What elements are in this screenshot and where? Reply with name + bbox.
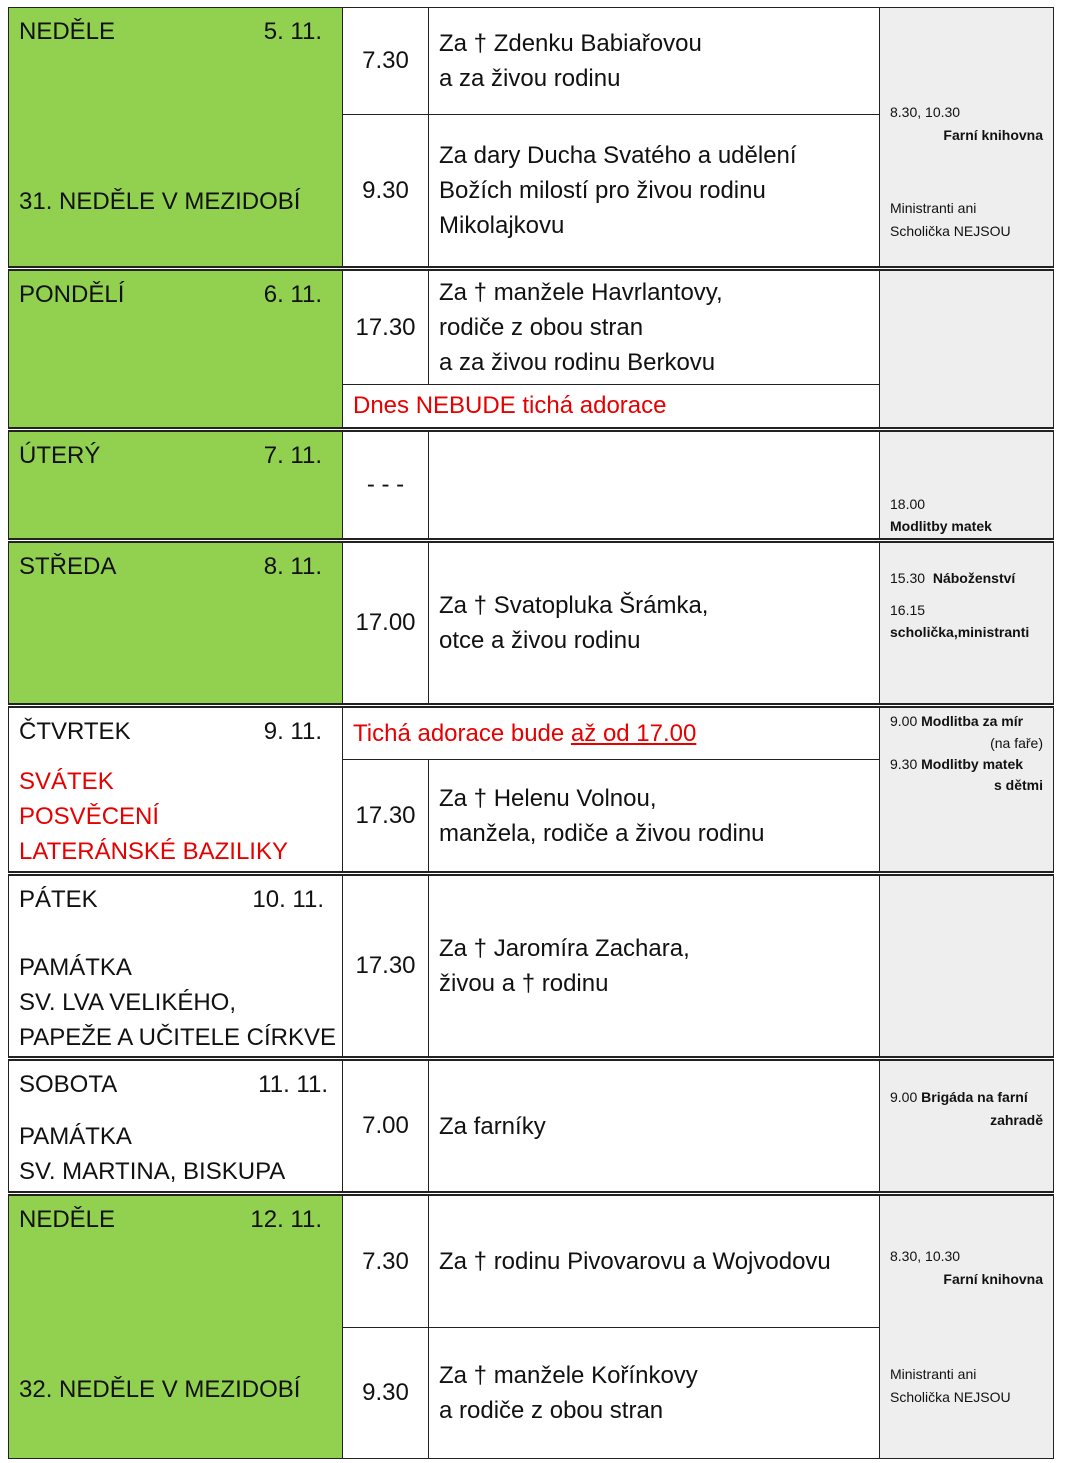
side-note	[890, 1089, 1028, 1105]
intention-line: Za † Jaromíra Zachara,	[439, 935, 690, 962]
intention-line: živou a † rodinu	[439, 970, 609, 997]
day-block-sunday-12	[8, 1195, 1054, 1459]
day-date: 8. 11.	[263, 553, 322, 580]
side-notes	[879, 270, 1054, 428]
side-note-time: 9.00	[890, 713, 918, 729]
mass-time: 17.30	[342, 270, 429, 385]
intention-line: Za † Helenu Volnou,	[439, 784, 657, 812]
intention-line: Božích milostí pro živou rodinu	[439, 177, 766, 204]
day-cell	[8, 431, 343, 539]
intention-line: manžela, rodiče a živou rodinu	[439, 819, 765, 847]
notice-time: až od 17.00	[570, 719, 697, 747]
day-date: 5. 11.	[263, 18, 322, 45]
side-note-event: Náboženství	[932, 570, 1016, 586]
mass-time: 9.30	[342, 1327, 429, 1459]
side-note	[890, 713, 1023, 729]
day-date: 6. 11.	[263, 281, 322, 308]
day-cell	[8, 707, 343, 872]
day-date: 7. 11.	[263, 442, 322, 469]
mass-time: 17.00	[342, 542, 429, 704]
day-cell	[8, 542, 343, 704]
mass-time: 7.30	[342, 1195, 429, 1328]
feast-line: PAMÁTKA	[19, 954, 132, 981]
side-note-event: Modlitby matek	[921, 756, 1024, 772]
side-note-time: 8.30, 10.30	[890, 104, 961, 120]
day-name: ÚTERÝ	[19, 442, 101, 469]
day-name: PÁTEK	[19, 886, 98, 913]
side-notes	[879, 431, 1054, 539]
mass-time: 9.30	[342, 114, 429, 267]
day-cell	[8, 270, 343, 428]
intention-line: rodiče z obou stran	[439, 314, 644, 341]
feast-line: LATERÁNSKÉ BAZILIKY	[19, 838, 288, 865]
side-note-event: s dětmi	[993, 777, 1043, 793]
mass-time: 7.30	[342, 7, 429, 115]
feast-title: 32. NEDĚLE V MEZIDOBÍ	[19, 1376, 301, 1403]
mass-intention	[428, 431, 880, 539]
side-notes	[879, 875, 1054, 1057]
side-note-time: 16.15	[890, 602, 926, 618]
notice-text: Tichá adorace bude	[353, 719, 571, 747]
intention-line: a za živou rodinu	[439, 65, 621, 92]
day-name: NEDĚLE	[19, 18, 116, 45]
day-block-friday	[8, 875, 1054, 1057]
day-block-sunday-5	[8, 7, 1054, 267]
mass-time: 7.00	[342, 1060, 429, 1192]
day-name: ČTVRTEK	[19, 718, 131, 745]
side-note-time: 9.30	[890, 756, 918, 772]
side-note-time: 18.00	[890, 496, 926, 512]
side-notes	[879, 1060, 1054, 1192]
side-note-text: Ministranti ani	[890, 1366, 977, 1382]
side-note-time: 9.00	[890, 1089, 918, 1105]
notice	[342, 707, 880, 760]
feast-title	[19, 1119, 285, 1189]
mass-intention	[428, 1195, 880, 1328]
intention-line: Mikolajkovu	[439, 212, 565, 239]
day-date: 12. 11.	[250, 1206, 322, 1233]
day-name: PONDĚLÍ	[19, 281, 125, 308]
intention-line: Za farníky	[439, 1112, 546, 1140]
day-date: 10. 11.	[252, 886, 324, 913]
day-cell	[8, 1195, 343, 1459]
intention-line: otce a živou rodinu	[439, 627, 641, 654]
side-note-event: Modlitby matek	[890, 518, 992, 534]
notice: Dnes NEBUDE tichá adorace	[342, 384, 880, 428]
feast-title	[19, 764, 288, 869]
side-note-time: 8.30, 10.30	[890, 1248, 961, 1264]
feast-title	[19, 950, 336, 1055]
intention-line: Za † Zdenku Babiařovou	[439, 30, 702, 57]
mass-intention	[428, 270, 880, 385]
side-note-text: Scholička NEJSOU	[890, 223, 1011, 239]
mass-intention	[428, 1327, 880, 1459]
intention-line: Za † manžele Havrlantovy,	[439, 279, 723, 306]
feast-line: PAPEŽE A UČITELE CÍRKVE	[19, 1024, 336, 1051]
mass-time: - - -	[342, 431, 429, 539]
feast-line: SVÁTEK	[19, 768, 114, 795]
intention-line: Za † manžele Kořínkovy	[439, 1362, 698, 1389]
side-note-event: Farní knihovna	[943, 1271, 1043, 1287]
mass-intention	[428, 875, 880, 1057]
day-date: 9. 11.	[263, 718, 322, 745]
intention-line: Za † rodinu Pivovarovu a Wojvodovu	[439, 1248, 831, 1275]
day-name: SOBOTA	[19, 1071, 118, 1098]
mass-time: 17.30	[342, 759, 429, 872]
mass-intention	[428, 114, 880, 267]
day-name: NEDĚLE	[19, 1206, 116, 1233]
intention-line: a rodiče z obou stran	[439, 1397, 664, 1424]
mass-intention	[428, 1060, 880, 1192]
side-notes	[879, 1195, 1054, 1459]
side-note-event: scholička,ministranti	[890, 624, 1030, 640]
day-cell	[8, 875, 343, 1057]
day-block-tuesday	[8, 431, 1054, 539]
side-note-text: Ministranti ani	[890, 200, 977, 216]
side-note-event: zahradě	[990, 1112, 1043, 1128]
feast-line: SV. LVA VELIKÉHO,	[19, 989, 237, 1016]
side-note	[890, 570, 1015, 586]
side-note-event: Farní knihovna	[943, 127, 1043, 143]
intention-line: a za živou rodinu Berkovu	[439, 349, 716, 376]
side-note-text: (na faře)	[990, 735, 1043, 751]
day-block-wednesday	[8, 542, 1054, 704]
feast-line: PAMÁTKA	[19, 1123, 132, 1150]
side-note	[890, 756, 1023, 772]
side-notes	[879, 7, 1054, 267]
side-note-text: Scholička NEJSOU	[890, 1389, 1011, 1405]
feast-line: POSVĚCENÍ	[19, 803, 160, 830]
day-block-thursday	[8, 707, 1054, 872]
day-block-saturday	[8, 1060, 1054, 1192]
side-notes	[879, 542, 1054, 704]
mass-time: 17.30	[342, 875, 429, 1057]
day-name: STŘEDA	[19, 553, 117, 580]
mass-intention	[428, 542, 880, 704]
day-cell	[8, 7, 343, 267]
intention-line: Za † Svatopluka Šrámka,	[439, 592, 709, 619]
feast-line: SV. MARTINA, BISKUPA	[19, 1158, 286, 1185]
side-note-event: Brigáda na farní	[921, 1089, 1028, 1105]
day-date: 11. 11.	[258, 1071, 328, 1098]
side-note-event: Modlitba za mír	[921, 713, 1024, 729]
mass-intention	[428, 759, 880, 872]
day-cell	[8, 1060, 343, 1192]
feast-title: 31. NEDĚLE V MEZIDOBÍ	[19, 188, 301, 215]
day-block-monday	[8, 270, 1054, 428]
mass-intention	[428, 7, 880, 115]
intention-line: Za dary Ducha Svatého a udělení	[439, 142, 797, 169]
side-notes	[879, 707, 1054, 872]
side-note-time: 15.30	[890, 570, 926, 586]
